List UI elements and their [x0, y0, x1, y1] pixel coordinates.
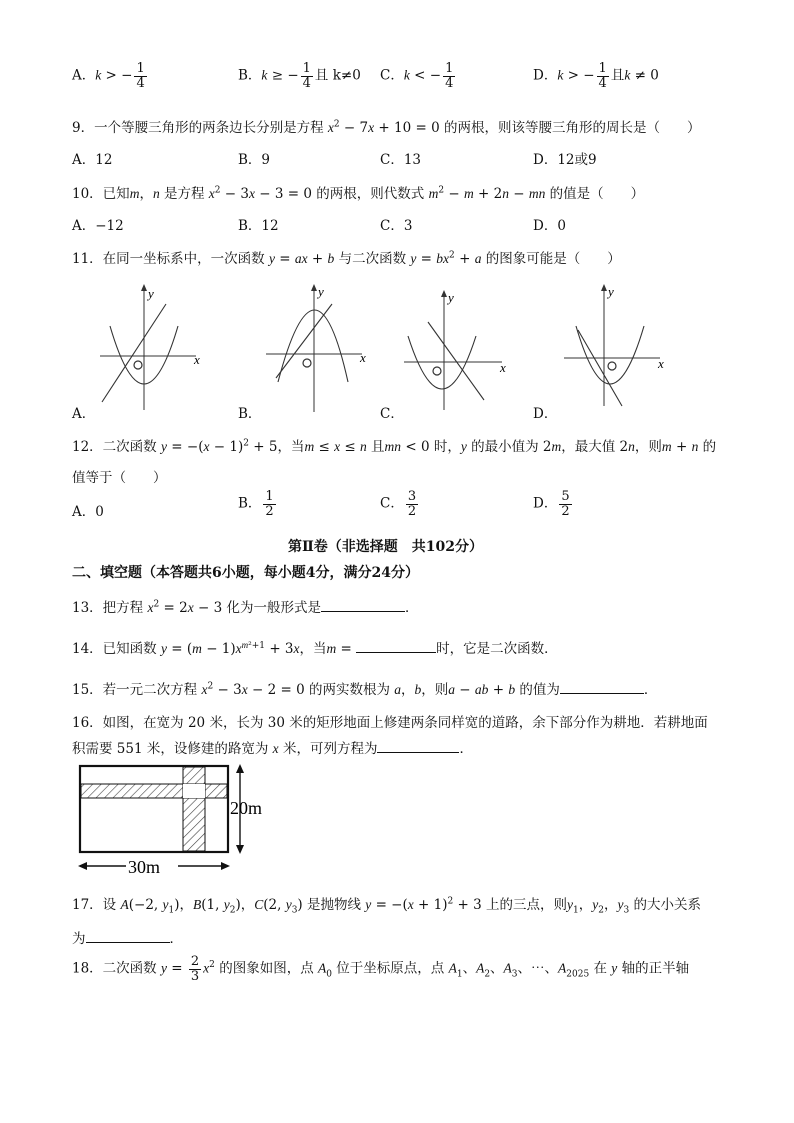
- width-label: 20m: [230, 798, 263, 818]
- answer-blank[interactable]: [356, 638, 436, 653]
- q8-option-b: B．k ≥ − $\frac{1}{4}$ 且 k≠0: [238, 61, 361, 91]
- q10-option-d: D．0: [533, 218, 566, 234]
- vertical-road: [183, 767, 205, 851]
- origin-mark: [608, 362, 616, 370]
- x-axis-label: x: [360, 350, 366, 365]
- q12-option-c: C． $\frac{3}{2}$: [380, 489, 417, 519]
- y-axis-label: y: [148, 286, 154, 301]
- q17: 17．设 A(−2, $y_1$)，B(1, $y_2$)，C(2, $y_3$) 是抛物线 $y = -(x + 1)^2 + 3$ 上的三点，则$y_1$，$y_2$，$y_3$ 的大小关系: [72, 896, 702, 916]
- q12-option-b: B． $\frac{1}{2}$: [238, 489, 274, 519]
- q11-label-d: D．: [533, 406, 558, 422]
- q10-option-a: A．−12: [72, 218, 124, 234]
- q16-field-figure: [74, 760, 286, 878]
- answer-blank[interactable]: [86, 928, 170, 943]
- q12-option-d: D． $\frac{5}{2}$: [533, 489, 570, 519]
- part-2-heading: 二、填空题（本答题共6小题，每小题4分，满分24分）: [72, 565, 419, 581]
- origin-mark: [134, 361, 142, 369]
- line: [428, 322, 484, 400]
- q10-stem: 10．已知m，n 是方程 $x^2 - 3x - 3 = 0$ 的两根，则代数式 $m^2 - m + 2n$ − mn 的值是（ ）: [72, 185, 645, 202]
- y-axis-label: y: [448, 290, 454, 305]
- q11-label-a: A．: [72, 406, 96, 422]
- q11-label-b: B．: [238, 406, 262, 422]
- q8-option-d: D．k > − $\frac{1}{4}$ 且k ≠ 0: [533, 61, 659, 91]
- y-axis-arrow: [141, 284, 147, 291]
- q11-graph-c: [402, 282, 517, 412]
- field-rectangle: [80, 766, 228, 852]
- q16-line2: 积需要 551 米，设修建的路宽为 x 米，可列方程为 ．: [72, 737, 473, 757]
- q9-option-b: B．9: [238, 152, 271, 168]
- q9-option-d: D．12或9: [533, 152, 597, 168]
- arrow-up-icon: [236, 764, 244, 773]
- q11-graph-b: [264, 282, 374, 412]
- q9-stem: 9．一个等腰三角形的两条边长分别是方程 $x^2 - 7x + 10 = 0$ 的两根，则该等腰三角形的周长是（ ）: [72, 119, 701, 136]
- q10-option-c: C．3: [380, 218, 413, 234]
- answer-blank[interactable]: [321, 597, 405, 612]
- q11-graph-d: [556, 282, 674, 412]
- y-axis-label: y: [318, 284, 324, 299]
- line: [102, 304, 166, 402]
- arrow-right-icon: [221, 862, 230, 870]
- answer-blank[interactable]: [377, 738, 459, 753]
- parabola: [576, 326, 644, 384]
- q11-label-c: C．: [380, 406, 404, 422]
- answer-blank[interactable]: [560, 679, 644, 694]
- q18: 18．二次函数 y = $\frac{2}{3}$ $x^2$ 的图象如图，点 $A_0$ 位于坐标原点，点 $A_1$、$A_2$、$A_3$、⋯、$A_{2025}$ 在 y 轴的正半轴: [72, 954, 690, 984]
- q8-option-a: A．k > − $\frac{1}{4}$: [72, 61, 145, 91]
- origin-mark: [433, 367, 441, 375]
- y-axis-arrow: [311, 284, 317, 291]
- x-axis-label: x: [500, 360, 506, 375]
- q13: 13．把方程 $x^2 = 2x - 3$ 化为一般形式是 ．: [72, 596, 418, 616]
- q8-option-c: C．k < − $\frac{1}{4}$: [380, 61, 454, 91]
- q16-line1: 16．如图，在宽为 20 米，长为 30 米的矩形地面上修建两条同样宽的道路，余下部分作为耕地．若耕地面: [72, 715, 708, 731]
- x-axis-label: x: [658, 356, 664, 371]
- line: [276, 304, 332, 378]
- q17-line2: 为 ．: [72, 927, 183, 947]
- q10-option-b: B．12: [238, 218, 279, 234]
- origin-mark: [303, 359, 311, 367]
- section-2-title: 第Ⅱ卷（非选择题 共102分）: [288, 539, 484, 555]
- q12-stem: 12．二次函数 $y = -(x - 1)^2 + 5$，当m ≤ x ≤ n 且mn < 0 时，y 的最小值为 2m，最大值 2n，则m + n 的: [72, 438, 717, 455]
- q9-option-a: A．12: [72, 152, 113, 168]
- q14: 14．已知函数 $y = (m - 1)x^{m^2+1} + 3x$，当m = 时，它是二次函数．: [72, 639, 558, 657]
- length-label: 30m: [128, 857, 161, 877]
- arrow-down-icon: [236, 845, 244, 854]
- q12-stem-line2: 值等于（ ）: [72, 470, 167, 486]
- y-axis-arrow: [601, 284, 607, 291]
- arrow-left-icon: [78, 862, 87, 870]
- q11-graph-a: [100, 282, 210, 412]
- q9-option-c: C．13: [380, 152, 422, 168]
- q11-stem: 11．在同一坐标系中，一次函数 y = ax + b 与二次函数 $y = bx^2 + a$ 的图象可能是（ ）: [72, 250, 621, 267]
- x-axis-label: x: [194, 352, 200, 367]
- parabola: [278, 310, 348, 382]
- q15: 15．若一元二次方程 $x^2 - 3x - 2 = 0$ 的两实数根为 a，b，则a − ab + b 的值为 ．: [72, 678, 657, 698]
- y-axis-arrow: [441, 290, 447, 297]
- y-axis-label: y: [608, 284, 614, 299]
- q12-option-a: A．0: [72, 504, 104, 520]
- road-intersection: [183, 784, 205, 798]
